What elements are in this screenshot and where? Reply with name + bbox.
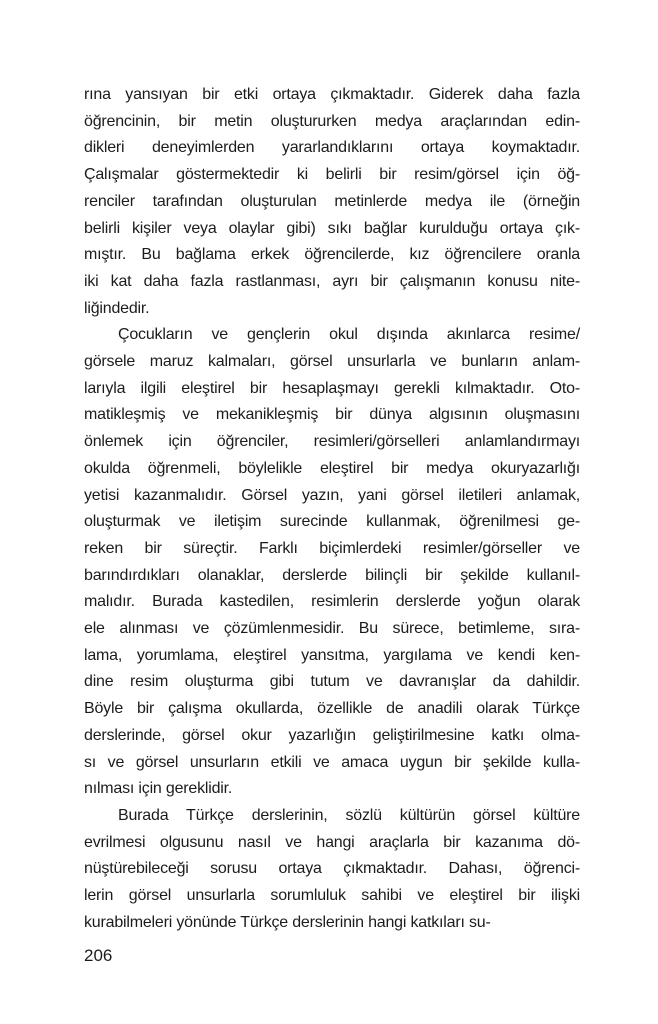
text-line: dine resim oluşturma gibi tutum ve davranışlar da dahildir. (84, 673, 580, 691)
text-line: yetisi kazanmalıdır. Görsel yazın, yani görsel iletileri anlamak, (84, 486, 580, 504)
text-line: matikleşmiş ve mekanikleşmiş bir dünya algısının oluşmasını (84, 406, 580, 424)
paragraph (84, 322, 580, 803)
text-line: malıdır. Burada kastedilen, resimlerin derslerde yoğun olarak (84, 593, 580, 611)
text-line: Çocukların ve gençlerin okul dışında akınlarca resime/ (118, 326, 580, 344)
text-line: larıyla ilgili eleştirel bir hesaplaşmayı gerekli kılmaktadır. Oto- (84, 379, 580, 397)
text-line: belirli kişiler veya olaylar gibi) sıkı bağlar kurulduğu ortaya çık- (84, 219, 580, 237)
text-line: derslerinde, görsel okur yazarlığın geliştirilmesine katkı olma- (84, 726, 580, 744)
text-line: liğindedir. (84, 299, 150, 317)
text-line: Böyle bir çalışma okullarda, özellikle de anadili olarak Türkçe (84, 700, 580, 718)
text-line: reken bir süreçtir. Farklı biçimlerdeki resimler/görseller ve (84, 539, 580, 557)
text-line: renciler tarafından oluşturulan metinlerde medya ile (örneğin (84, 192, 580, 210)
text-line: Burada Türkçe derslerinin, sözlü kültürün görsel kültüre (118, 806, 580, 824)
text-line: ele alınması ve çözümlenmesidir. Bu sürece, betimleme, sıra- (84, 620, 580, 638)
paragraph (84, 82, 580, 322)
text-line: öğrencinin, bir metin oluştururken medya araçlarından edin- (84, 112, 580, 130)
text-line: nılması için gereklidir. (84, 780, 233, 798)
text-line: kurabilmeleri yönünde Türkçe derslerinin hangi katkıları su- (84, 913, 491, 931)
text-line: okulda öğrenmeli, böylelikle eleştirel bir medya okuryazarlığı (84, 459, 580, 477)
text-line: dikleri deneyimlerden yararlandıklarını ortaya koymaktadır. (84, 139, 580, 157)
text-line: lerin görsel unsurlarla sorumluluk sahibi ve eleştirel bir ilişki (84, 887, 580, 905)
text-line: nüştürebileceği sorusu ortaya çıkmaktadır. Dahası, öğrenci- (84, 860, 580, 878)
paragraph (84, 803, 580, 937)
text-line: evrilmesi olgusunu nasıl ve hangi araçlarla bir kazanıma dö- (84, 833, 580, 851)
text-line: lama, yorumlama, eleştirel yansıtma, yargılama ve kendi ken- (84, 646, 580, 664)
text-line: iki kat daha fazla rastlanması, ayrı bir çalışmanın konusu nite- (84, 272, 580, 290)
text-line: önlemek için öğrenciler, resimleri/görselleri anlamlandırmayı (84, 433, 580, 451)
text-line: Çalışmalar göstermektedir ki belirli bir resim/görsel için öğ- (84, 166, 580, 184)
text-line: mıştır. Bu bağlama erkek öğrencilerde, kız öğrencilere oranla (84, 246, 580, 264)
text-line: rına yansıyan bir etki ortaya çıkmaktadır. Giderek daha fazla (84, 86, 580, 103)
text-line: sı ve görsel unsurların etkili ve amaca uygun bir şekilde kulla- (84, 753, 580, 771)
text-line: oluşturmak ve iletişim surecinde kullanmak, öğrenilmesi ge- (84, 513, 580, 531)
text-line: görsele maruz kalmaları, görsel unsurlarla ve bunların anlam- (84, 353, 580, 371)
page-number: 206 (84, 946, 113, 965)
text-line: barındırdıkları olanaklar, derslerde bilinçli bir şekilde kullanıl- (84, 566, 580, 584)
body-text (84, 82, 580, 937)
